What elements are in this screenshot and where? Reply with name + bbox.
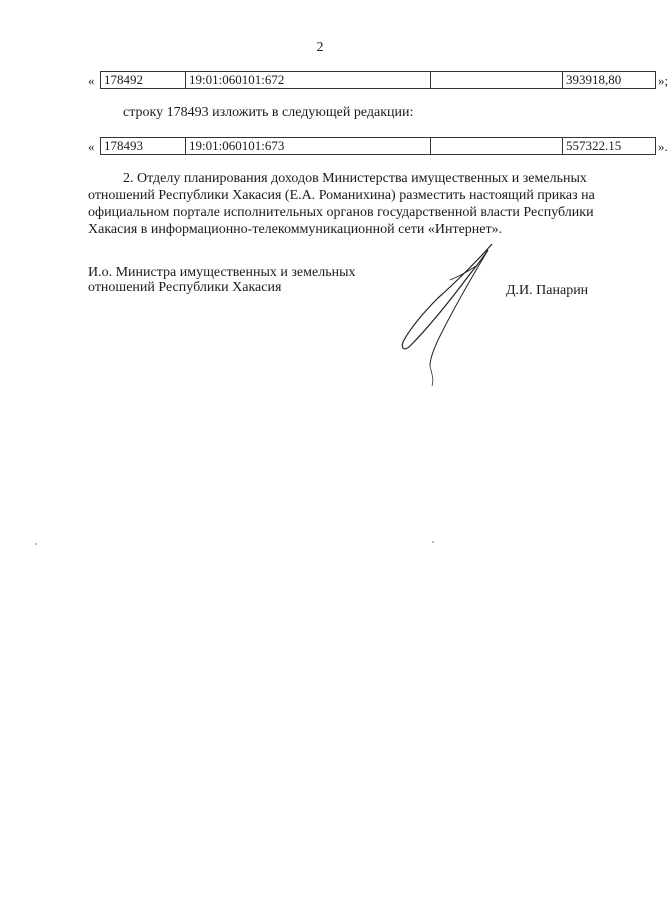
paragraph-line: официальном портале исполнительных органов государственной власти Республики bbox=[88, 205, 594, 220]
signatory-name: Д.И. Панарин bbox=[506, 283, 589, 298]
instruction-line: строку 178493 изложить в следующей редакции: bbox=[123, 105, 414, 120]
paragraph-line: отношений Республики Хакасия (Е.А. Романихина) разместить настоящий приказ на bbox=[88, 188, 595, 203]
cell-empty bbox=[431, 138, 563, 154]
page-number: 2 bbox=[316, 40, 324, 55]
quote-close: ». bbox=[658, 139, 668, 154]
quote-open: « bbox=[88, 139, 95, 154]
quote-close: »; bbox=[658, 73, 668, 88]
signatory-title-line: И.о. Министра имущественных и земельных bbox=[88, 265, 356, 280]
scan-speck bbox=[35, 543, 37, 545]
scan-speck bbox=[432, 541, 434, 543]
handwritten-signature bbox=[390, 240, 500, 390]
signatory-title-line: отношений Республики Хакасия bbox=[88, 280, 282, 295]
cell-cadastral-number: 19:01:060101:672 bbox=[186, 72, 431, 88]
cell-empty bbox=[431, 72, 563, 88]
paragraph-line: 2. Отделу планирования доходов Министерства имущественных и земельных bbox=[123, 171, 587, 186]
cell-id: 178492 bbox=[101, 72, 186, 88]
quote-open: « bbox=[88, 73, 95, 88]
paragraph-line: Хакасия в информационно-телекоммуникационной сети «Интернет». bbox=[88, 222, 503, 237]
table-cells bbox=[100, 137, 656, 155]
cell-value: 393918,80 bbox=[566, 72, 622, 87]
cell-value: 557322.15 bbox=[566, 138, 622, 153]
cell-id: 178493 bbox=[101, 138, 186, 154]
cell-cadastral-number: 19:01:060101:673 bbox=[186, 138, 431, 154]
table-cells bbox=[100, 71, 656, 89]
